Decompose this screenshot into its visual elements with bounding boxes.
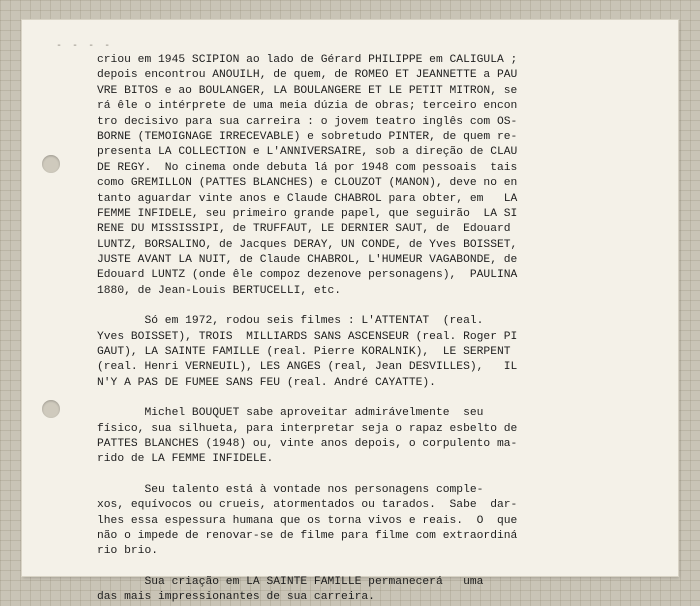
text-line: rido de LA FEMME INFIDELE. bbox=[97, 453, 274, 466]
text-line: (real. Henri VERNEUIL), LES ANGES (real, Jean DESVILLES), IL bbox=[97, 361, 518, 374]
text-line: das mais impressionantes de sua carreira. bbox=[97, 591, 375, 604]
text-line: Michel BOUQUET sabe aproveitar admirávelmente seu bbox=[97, 407, 484, 420]
paragraph-gap bbox=[97, 299, 617, 314]
text-line: PATTES BLANCHES (1948) ou, vinte anos depois, o corpulento ma- bbox=[97, 437, 518, 450]
text-line: como GREMILLON (PATTES BLANCHES) e CLOUZOT (MANON), deve no en bbox=[97, 177, 518, 190]
text-line: DE REGY. No cinema onde debuta lá por 1948 com pessoais tais bbox=[97, 161, 518, 174]
text-line: RENE DU MISSISSIPI, de TRUFFAUT, LE DERNIER SAUT, de Edouard bbox=[97, 223, 511, 236]
text-line: Seu talento está à vontade nos personagens comple- bbox=[97, 483, 484, 496]
text-line: BORNE (TEMOIGNAGE IRRECEVABLE) e sobretudo PINTER, de quem re- bbox=[97, 130, 518, 143]
text-line: VRE BITOS e ao BOULANGER, LA BOULANGERE ET LE PETIT MITRON, se bbox=[97, 84, 518, 97]
text-line: LUNTZ, BORSALINO, de Jacques DERAY, UN CONDE, de Yves BOISSET, bbox=[97, 238, 518, 251]
paragraph-gap bbox=[97, 468, 617, 483]
paragraph bbox=[97, 575, 617, 606]
text-line: não o impede de renovar-se de filme para filme com extraordiná bbox=[97, 529, 518, 542]
text-line: tanto aguardar vinte anos e Claude CHABROL para obter, em LA bbox=[97, 192, 518, 205]
text-line: Edouard LUNTZ (onde êle compoz dezenove personagens), PAULINA bbox=[97, 269, 518, 282]
paragraph-gap bbox=[97, 560, 617, 575]
text-line: Sua criação em LA SAINTE FAMILLE permanecerá uma bbox=[97, 575, 484, 588]
paragraph bbox=[97, 483, 617, 560]
typewritten-text bbox=[97, 53, 617, 606]
paragraph-gap bbox=[97, 391, 617, 406]
corner-mark: - - - - bbox=[56, 40, 113, 51]
paragraph bbox=[97, 314, 617, 391]
paragraph bbox=[97, 53, 617, 299]
text-line: Yves BOISSET), TROIS MILLIARDS SANS ASCENSEUR (real. Roger PI bbox=[97, 330, 518, 343]
text-line: xos, equívocos ou crueis, atormentados ou tarados. Sabe dar- bbox=[97, 499, 518, 512]
paragraph bbox=[97, 406, 617, 468]
text-line: depois encontrou ANOUILH, de quem, de ROMEO ET JEANNETTE a PAU bbox=[97, 69, 518, 82]
text-line: rá êle o intérprete de uma meia dúzia de obras; terceiro encon bbox=[97, 100, 518, 113]
text-line: lhes essa espessura humana que os torna vivos e reais. O que bbox=[97, 514, 518, 527]
text-line: 1880, de Jean-Louis BERTUCELLI, etc. bbox=[97, 284, 342, 297]
text-line: físico, sua silhueta, para interpretar seja o rapaz esbelto de bbox=[97, 422, 518, 435]
text-line: criou em 1945 SCIPION ao lado de Gérard PHILIPPE em CALIGULA ; bbox=[97, 54, 518, 66]
text-line: Só em 1972, rodou seis filmes : L'ATTENTAT (real. bbox=[97, 315, 484, 328]
text-line: presenta LA COLLECTION e L'ANNIVERSAIRE, sob a direção de CLAU bbox=[97, 146, 518, 159]
punch-hole bbox=[42, 155, 60, 173]
text-line: tro decisivo para sua carreira : o jovem teatro inglês com OS- bbox=[97, 115, 518, 128]
text-line: FEMME INFIDELE, seu primeiro grande papel, que seguirão LA SI bbox=[97, 207, 518, 220]
text-line: N'Y A PAS DE FUMEE SANS FEU (real. André CAYATTE). bbox=[97, 376, 436, 389]
text-line: JUSTE AVANT LA NUIT, de Claude CHABROL, L'HUMEUR VAGABONDE, de bbox=[97, 254, 518, 267]
text-line: rio brio. bbox=[97, 545, 159, 558]
text-line: GAUT), LA SAINTE FAMILLE (real. Pierre KORALNIK), LE SERPENT bbox=[97, 346, 511, 359]
punch-hole bbox=[42, 400, 60, 418]
